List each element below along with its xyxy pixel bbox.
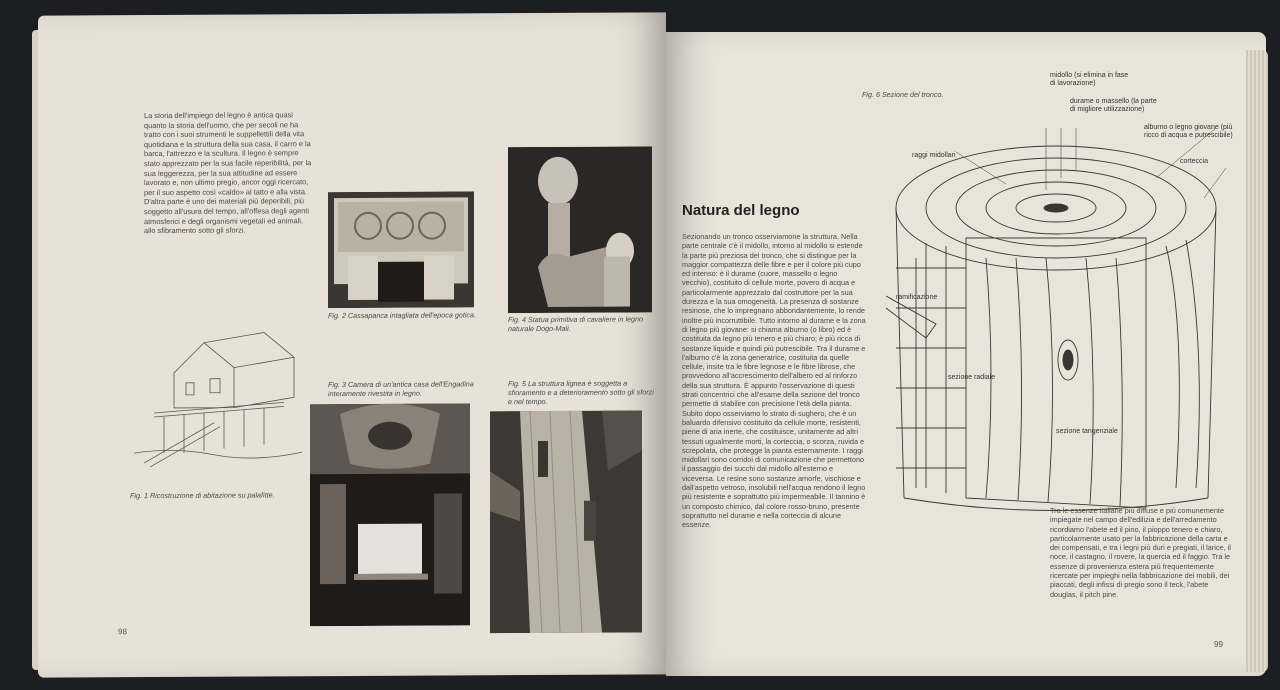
fig6-caption: Fig. 6 Sezione del tronco. bbox=[862, 90, 944, 99]
section-title: Natura del legno bbox=[682, 202, 800, 219]
label-alburno: alburno o legno giovane (più ricco di acqua e putrescibile) bbox=[1144, 124, 1233, 140]
label-sezione-tangenziale: sezione tangenziale bbox=[1056, 428, 1118, 435]
label-sezione-radiale: sezione radiale bbox=[948, 374, 996, 381]
fig3-room-photo bbox=[310, 403, 470, 626]
column2-text: Tra le essenze italiane più diffuse e più comunemente impiegate nel campo dell'edilizia e dell'arredamento ricordiamo l'abete ed il pino, il pioppo tenero e chiaro, particolarmente usato per la fabbricazione della carta e dei compensati, e tra i legni più duri e pregiati, il larice, il noce, il castagno, il rovere, la quercia ed il faggio. Tra le essenze di provenienza estera più frequentemente ricercate per impieghi nella fabbricazione dei mobili, dei piaccati, degli infissi di pregio sono il teck, l'abete douglas, il pitch pine. bbox=[1050, 506, 1231, 599]
right-page bbox=[666, 32, 1266, 676]
right-page-number: 99 bbox=[1214, 640, 1223, 649]
label-durame: durame o massello (la parte di migliore utilizzazione) bbox=[1070, 98, 1157, 114]
label-raggi-midollari: raggi midollari bbox=[912, 152, 956, 159]
left-page-number: 98 bbox=[118, 627, 127, 637]
fig2-chest-photo bbox=[328, 191, 474, 308]
open-book bbox=[38, 10, 1268, 682]
right-page-edge bbox=[1246, 50, 1268, 672]
fig2-caption: Fig. 2 Cassapanca intagliata dell'epoca gotica. bbox=[328, 310, 477, 321]
label-midollo: midollo (si elimina in fase di lavorazione) bbox=[1050, 72, 1129, 88]
label-corteccia: corteccia bbox=[1180, 158, 1209, 165]
fig6-trunk-section-drawing bbox=[886, 128, 1236, 518]
fig4-statue-photo bbox=[508, 146, 652, 313]
fig4-caption: Fig. 4 Statua primitiva di cavaliere in legno naturale Dogo-Mali. bbox=[508, 314, 644, 334]
column1-text: Sezionando un tronco osserviamone la struttura. Nella parte centrale c'è il midollo, intorno al midollo si estende la parte più preziosa del tronco, che si distingue per la maggior compattezza delle fibre e per il colore più cupo ed intenso: è il durame (cuore, massello o legno vecchio), costituito di cellule morte, povero di acqua e particolarmente apprezzato dal costruttore per la sua durezza e la sua omogeneità. La presenza di sostanze resinose, che lo impregnano abbondantemente, lo rende inoltre più incorruttibile. Tutto intorno al durame e la zona di legno più giovane: si chiama alburno (o libro) ed è costituita da legno più tenero e più chiaro; è più ricca di sostanze liquide e quindi più putrescibile. Tra il durame e l'alburno c'è la zona generatrice, costituita da quelle cellule, insite tra le fibre legnose e le fibre librose, che provvedono all'accrescimento dell'albero ed al rinforzo della sua struttura. È appunto l'osservazione di questi strati concentrici che all'esame della sezione del tronco permette di stabilire con precisione l'età della pianta. Subito dopo osserviamo lo strato di sughero, che è un baluardo difensivo costituito da cellule morte, resistenti, piene di aria inerte, che costituisce, unitamente ad altri tessuti ugualmente morti, la corteccia, o scorza, ruvida e screpolata, che protegge la pianta esternamente. I raggi midollari sono corridoi di comunicazione che permettono il passaggio dei succhi dal midollo all'esterno e viceversa. Le resine sono sostanze amorfe, vischiose e dall'aspetto vetroso, insolubili nell'acqua rendono il legno più resistente e soprattutto più impermeabile. Il tannino è un composto chimico, dal colore rosso-bruno, presente soprattutto nel durame e nella corteccia di alcune essenze. bbox=[682, 232, 866, 530]
fig5-beam-photo bbox=[490, 410, 642, 633]
fig3-caption: Fig. 3 Camera di un'antica casa dell'Engadina interamente rivestita in legno. bbox=[328, 379, 474, 399]
fig1-caption: Fig. 1 Ricostruzione di abitazione su palafitte. bbox=[130, 490, 275, 501]
label-ramificazione: ramificazione bbox=[896, 294, 938, 301]
fig1-stilt-house-drawing bbox=[134, 312, 302, 473]
intro-text: La storia dell'impiego del legno è antica quasi quanto la storia dell'uomo, che per secoli ne ha tratto con i suoi strumenti le suppellettili della vita quotidiana e la struttura della sua casa, il carro e la barca, l'attrezzo e la scultura. Il legno è sempre stato apprezzato per la sua facile reperibilità, per la sua leggerezza, per la sua attitudine ad essere lavorato e, non ultimo pregio, ancor oggi ricercato, per il suo aspetto così «caldo» al tatto e alla vista. D'altra parte è uno dei materiali più deperibili, più soggetto all'usura del tempo, all'offesa degli agenti atmosferici e degli organismi vegetali ed animali, allo sfibramento sotto gli sforzi. bbox=[144, 110, 312, 236]
left-page bbox=[38, 12, 666, 677]
fig5-caption: Fig. 5 La struttura lignea è soggetta a sfioramento e a deterioramento sotto gli sforzi e nel tempo. bbox=[508, 378, 654, 407]
